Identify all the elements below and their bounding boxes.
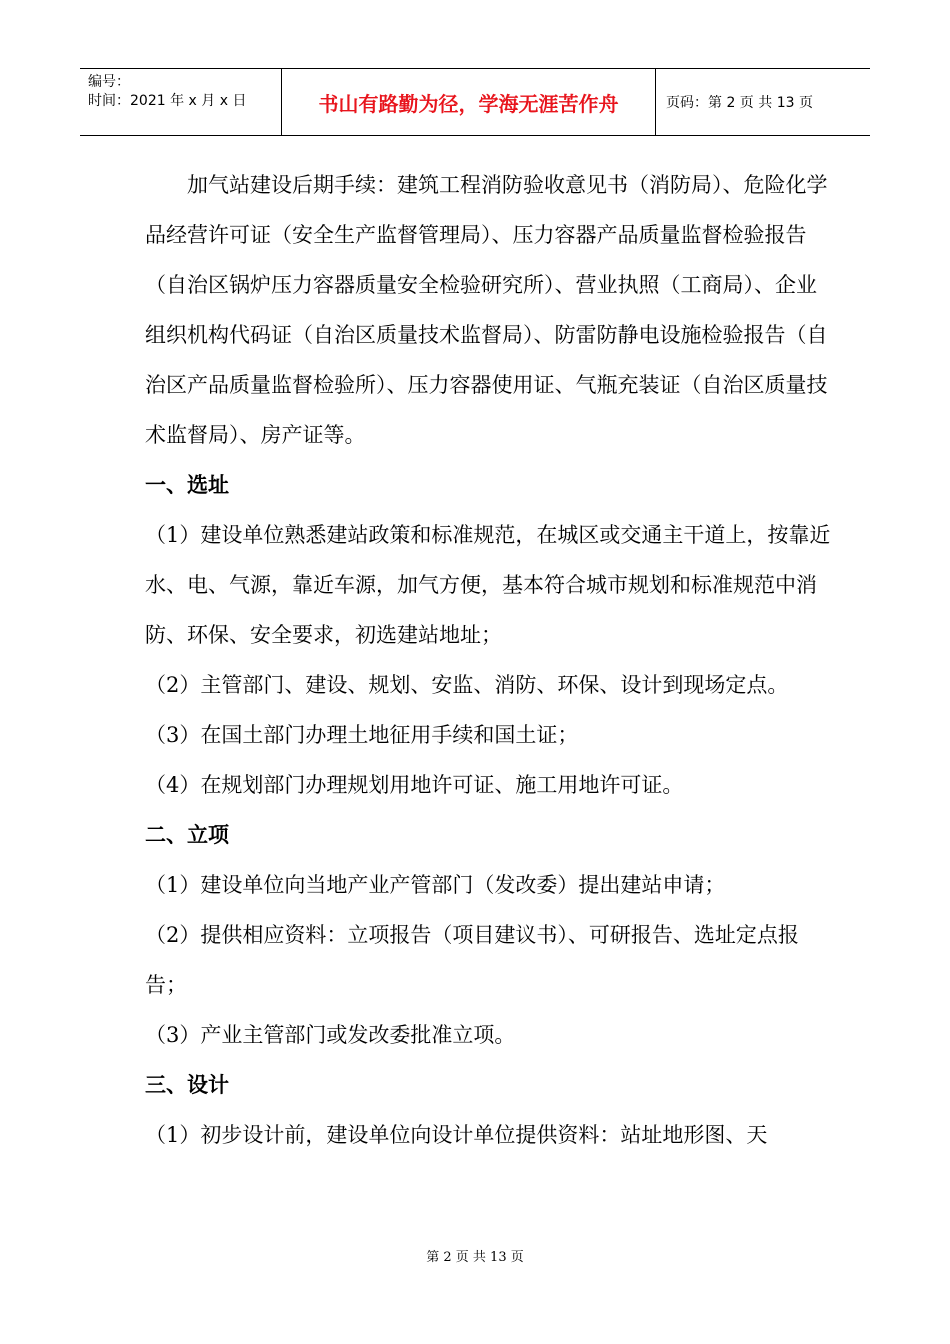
- time-label: 时间：2021 年 x 月 x 日: [88, 93, 247, 109]
- page-header: [80, 68, 870, 136]
- page-footer: 第 2 页 共 13 页: [426, 1250, 524, 1265]
- list-item: （1）建设单位向当地产业产管部门（发改委）提出建站申请；: [145, 873, 726, 897]
- list-item: （3）产业主管部门或发改委批准立项。: [145, 1023, 516, 1047]
- list-item: （1）建设单位熟悉建站政策和标准规范，在城区或交通主干道上，按靠近水、电、气源，靠近车源，加气方便，基本符合城市规划和标准规范中消防、环保、安全要求，初选建站地址；: [145, 523, 831, 647]
- list-item: （2）主管部门、建设、规划、安监、消防、环保、设计到现场定点。: [145, 673, 789, 697]
- list-item: （1）初步设计前，建设单位向设计单位提供资料：站址地形图、天: [145, 1123, 768, 1147]
- section-heading-project: 二、立项: [145, 823, 229, 847]
- header-motto: 书山有路勤为径，学海无涯苦作舟: [282, 69, 656, 135]
- header-page-info: 页码：第 2 页 共 13 页: [666, 95, 813, 111]
- list-item: （2）提供相应资料：立项报告（项目建议书）、可研报告、选址定点报告；: [145, 923, 799, 997]
- number-label: 编号：: [88, 74, 130, 90]
- document-body: [145, 160, 835, 1160]
- section-heading-design: 三、设计: [145, 1073, 229, 1097]
- section-heading-site: 一、选址: [145, 473, 229, 497]
- list-item: （3）在国土部门办理土地征用手续和国土证；: [145, 723, 579, 747]
- intro-paragraph: 加气站建设后期手续：建筑工程消防验收意见书（消防局）、危险化学品经营许可证（安全生产监督管理局）、压力容器产品质量监督检验报告（自治区锅炉压力容器质量安全检验研究所）、营业执照（工商局）、企业组织机构代码证（自治区质量技术监督局）、防雷防静电设施检验报告（自治区产品质量监督检验所）、压力容器使用证、气瓶充装证（自治区质量技术监督局）、房产证等。: [145, 173, 828, 447]
- list-item: （4）在规划部门办理规划用地许可证、施工用地许可证。: [145, 773, 684, 797]
- header-meta: [80, 69, 282, 135]
